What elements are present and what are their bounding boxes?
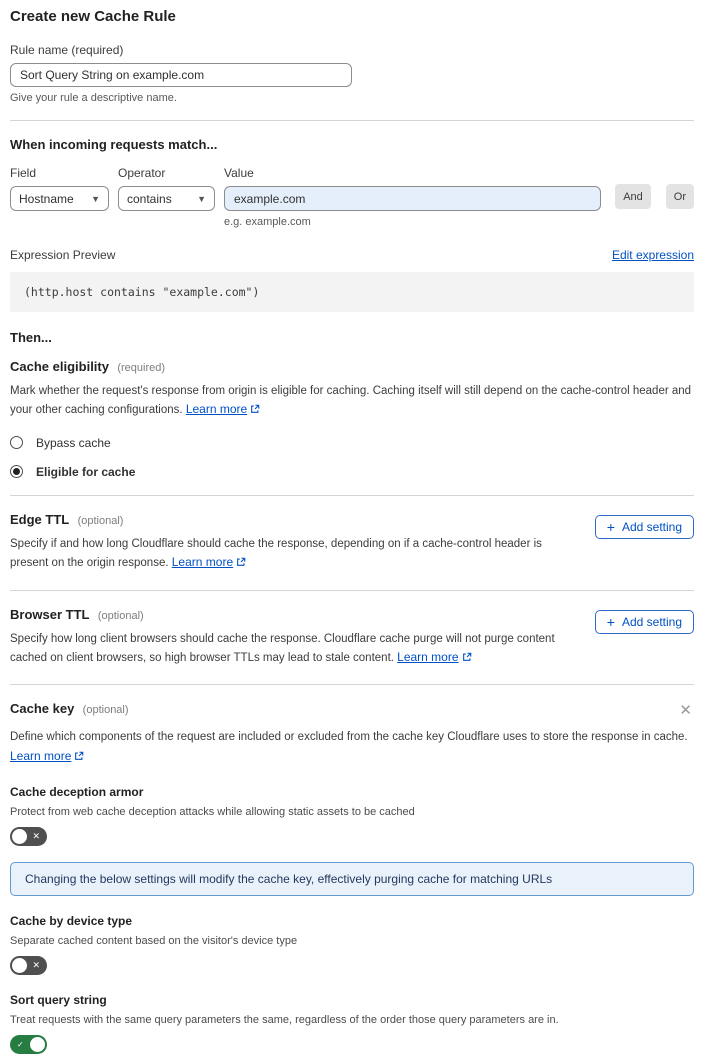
divider: [10, 684, 694, 685]
edge-ttl-badge: (optional): [77, 514, 124, 527]
cache-key-badge: (optional): [82, 704, 129, 717]
page-title: Create new Cache Rule: [10, 8, 176, 25]
cache-by-device-type-toggle[interactable]: [10, 956, 47, 975]
external-link-icon: [250, 402, 260, 420]
and-button[interactable]: And: [615, 184, 651, 209]
learn-more-link[interactable]: Learn more: [185, 402, 248, 417]
external-link-icon: [236, 555, 246, 573]
plus-icon: +: [606, 518, 615, 535]
edge-ttl-section: Edge TTL (optional) Specify if and how long Cloudflare should cache the response, depending on if a cache-control header is present on the origin response. Learn more + Add setting: [10, 512, 694, 574]
chevron-down-icon: ▼: [91, 193, 100, 204]
toggle-knob: [30, 1037, 45, 1052]
learn-more-link[interactable]: Learn more: [397, 649, 459, 664]
or-button[interactable]: Or: [666, 184, 694, 209]
cache-by-device-type-description: Separate cached content based on the visitor's device type: [10, 935, 298, 948]
expression-preview-label: Expression Preview: [10, 248, 116, 262]
browser-ttl-title: Browser TTL: [10, 606, 90, 622]
external-link-icon: [74, 749, 84, 767]
plus-icon: +: [606, 613, 615, 630]
sort-query-string-toggle[interactable]: [10, 1035, 47, 1054]
cache-eligibility-title: Cache eligibility: [10, 359, 109, 374]
cache-by-device-type-label: Cache by device type: [10, 914, 133, 929]
radio-bypass-cache[interactable]: Bypass cache: [10, 436, 694, 450]
learn-more-link[interactable]: Learn more: [171, 555, 234, 570]
cache-eligibility-description: Mark whether the request's response from origin is eligible for caching. Caching itself will still depend on the cache-control header and your other caching configurations. Learn more: [10, 382, 694, 421]
cache-eligibility-badge: (required): [117, 362, 166, 374]
expression-code: (http.host contains "example.com"): [10, 272, 694, 312]
close-icon[interactable]: ✕: [679, 702, 692, 720]
cache-deception-armor-description: Protect from web cache deception attacks while allowing static assets to be cached: [10, 806, 415, 819]
then-heading: Then...: [10, 330, 52, 345]
operator-label: Operator: [118, 166, 166, 180]
rule-name-input[interactable]: [10, 63, 352, 87]
browser-ttl-section: Browser TTL (optional) Specify how long client browsers should cache the response. Cloudflare cache purge will not purge content cached on client browsers, so high browser TTLs may lead to stale content. Learn more + Add setting: [10, 607, 694, 669]
match-row: [10, 166, 694, 228]
divider: [10, 495, 694, 496]
field-label: Field: [10, 166, 37, 180]
value-input[interactable]: [224, 186, 601, 211]
learn-more-link[interactable]: Learn more: [10, 748, 72, 763]
operator-select[interactable]: [118, 186, 215, 211]
toggle-knob: [12, 958, 27, 973]
edit-expression-link[interactable]: Edit expression: [611, 248, 694, 262]
divider: [10, 590, 694, 591]
radio-icon: [10, 436, 23, 449]
cache-key-section: [10, 701, 694, 720]
external-link-icon: [462, 650, 472, 668]
browser-ttl-add-setting-button[interactable]: + Add setting: [595, 610, 694, 634]
value-label: Value: [224, 166, 254, 180]
edge-ttl-title: Edge TTL: [10, 511, 70, 527]
rule-name-label: Rule name (required): [10, 43, 124, 57]
cache-deception-armor-label: Cache deception armor: [10, 785, 144, 800]
cache-key-warning-banner: Changing the below settings will modify the cache key, effectively purging cache for matching URLs: [10, 862, 694, 896]
chevron-down-icon: ▼: [197, 193, 206, 204]
value-helper: e.g. example.com: [224, 216, 311, 228]
match-heading: When incoming requests match...: [10, 137, 218, 152]
divider: [10, 120, 694, 121]
sort-query-string-description: Treat requests with the same query parameters the same, regardless of the order those query parameters are in.: [10, 1014, 559, 1027]
cache-deception-armor-toggle[interactable]: [10, 827, 47, 846]
check-icon: ✓: [17, 1040, 24, 1050]
edge-ttl-add-setting-button[interactable]: + Add setting: [595, 515, 694, 539]
field-select[interactable]: [10, 186, 109, 211]
x-icon: ✕: [32, 831, 40, 842]
radio-selected-icon: [10, 465, 23, 478]
field-select-value: Hostname: [19, 191, 74, 206]
operator-select-value: contains: [127, 191, 172, 206]
sort-query-string-label: Sort query string: [10, 993, 107, 1008]
toggle-knob: [12, 829, 27, 844]
cache-key-title: Cache key: [10, 701, 75, 717]
x-icon: ✕: [32, 960, 40, 971]
radio-eligible-for-cache[interactable]: Eligible for cache: [10, 465, 694, 479]
browser-ttl-badge: (optional): [97, 609, 144, 622]
rule-name-helper: Give your rule a descriptive name.: [10, 92, 177, 104]
